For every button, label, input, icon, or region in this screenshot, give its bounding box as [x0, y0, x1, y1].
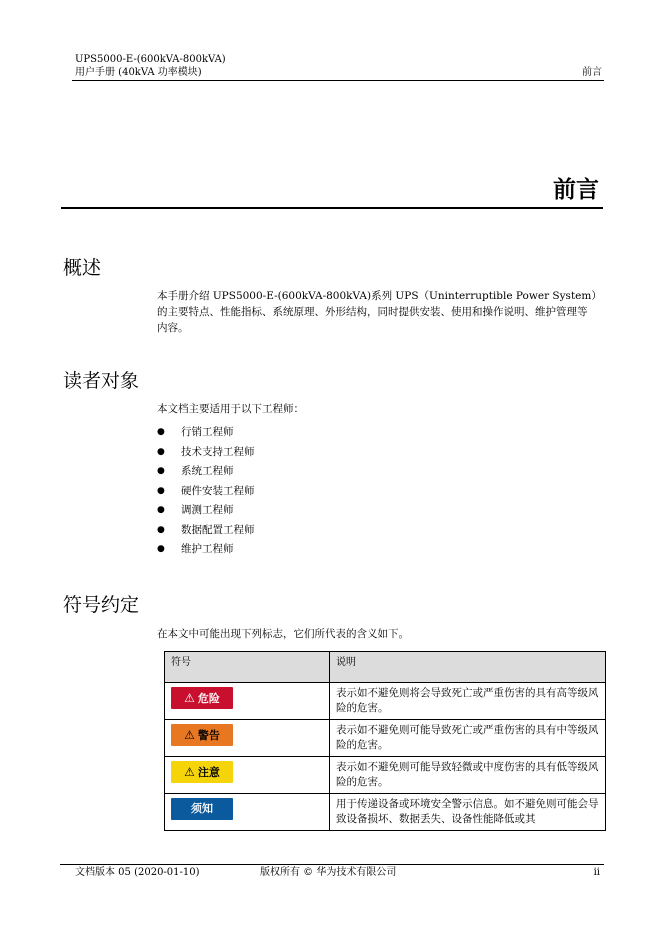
- header-section: 前言: [582, 67, 602, 78]
- table-row: [165, 794, 606, 831]
- warning-triangle-icon: ⚠: [184, 765, 195, 779]
- bullet-icon: ●: [157, 466, 165, 476]
- desc-cell: 表示如不避免则可能导致轻微或中度伤害的具有低等级风险的危害。: [330, 757, 606, 794]
- symbols-heading: 符号约定: [63, 594, 140, 616]
- desc-cell: 用于传递设备或环境安全警示信息。如不避免则可能会导致设备损坏、数据丢失、设备性能降低或其: [330, 794, 606, 831]
- list-item: [157, 522, 255, 542]
- header-product: UPS5000-E-(600kVA-800kVA): [75, 54, 226, 65]
- overview-text: 本手册介绍 UPS5000-E-(600kVA-800kVA)系列 UPS（Uninterruptible Power System）的主要特点、性能指标、系统原理、外形结构，同时提供安装、使用和操作说明、维护管理等内容。: [157, 290, 597, 334]
- list-item-label: 硬件安装工程师: [181, 484, 255, 497]
- list-item-label: 技术支持工程师: [181, 445, 255, 458]
- bullet-icon: ●: [157, 524, 165, 535]
- list-item: [157, 541, 255, 561]
- list-item: [157, 424, 255, 444]
- footer-page-number: ii: [593, 867, 600, 878]
- header-divider: [72, 80, 604, 81]
- audience-list: [157, 424, 255, 561]
- warning-triangle-icon: ⚠: [184, 691, 195, 705]
- col-symbol-header: 符号: [165, 652, 330, 683]
- badge-label: 注意: [197, 766, 220, 779]
- table-row: [165, 683, 606, 720]
- symbols-table: [164, 651, 606, 831]
- warning-badge: [171, 724, 233, 746]
- symbol-cell: [165, 757, 330, 794]
- col-desc-header: 说明: [330, 652, 606, 683]
- list-item-label: 维护工程师: [181, 543, 234, 555]
- footer-copyright: 版权所有 © 华为技术有限公司: [260, 867, 397, 878]
- list-item: [157, 463, 255, 483]
- overview-heading: 概述: [63, 257, 102, 279]
- header-manual: 用户手册 (40kVA 功率模块): [75, 67, 202, 78]
- badge-label: 危险: [197, 692, 220, 705]
- list-item-label: 系统工程师: [181, 465, 234, 477]
- list-item: [157, 444, 255, 464]
- chapter-divider: [61, 207, 603, 209]
- footer-version: 文档版本 05 (2020-01-10): [75, 867, 200, 878]
- bullet-icon: ●: [157, 446, 165, 457]
- desc-cell: 表示如不避免则可能导致死亡或严重伤害的具有中等级风险的危害。: [330, 720, 606, 757]
- desc-cell: 表示如不避免则将会导致死亡或严重伤害的具有高等级风险的危害。: [330, 683, 606, 720]
- table-row: [165, 757, 606, 794]
- audience-intro: 本文档主要适用于以下工程师：: [157, 403, 304, 415]
- footer-divider: [60, 864, 604, 865]
- list-item: [157, 483, 255, 503]
- list-item: [157, 502, 255, 522]
- warning-triangle-icon: ⚠: [184, 728, 195, 742]
- bullet-icon: ●: [157, 427, 165, 437]
- table-row: [165, 720, 606, 757]
- badge-label: 警告: [197, 729, 220, 742]
- list-item-label: 数据配置工程师: [181, 523, 255, 536]
- notice-badge: [171, 798, 233, 820]
- chapter-title: 前言: [553, 177, 599, 203]
- symbols-intro: 在本文中可能出现下列标志，它们所代表的含义如下。: [157, 628, 409, 640]
- badge-label: 须知: [191, 802, 213, 815]
- bullet-icon: ●: [157, 505, 165, 515]
- bullet-icon: ●: [157, 485, 165, 496]
- table-header-row: [165, 652, 606, 683]
- danger-badge: [171, 687, 233, 709]
- audience-heading: 读者对象: [63, 370, 140, 392]
- bullet-icon: ●: [157, 544, 165, 554]
- caution-badge: [171, 761, 233, 783]
- list-item-label: 调测工程师: [181, 504, 234, 516]
- symbol-cell: [165, 720, 330, 757]
- symbol-cell: [165, 683, 330, 720]
- symbol-cell: [165, 794, 330, 831]
- list-item-label: 行销工程师: [181, 426, 234, 438]
